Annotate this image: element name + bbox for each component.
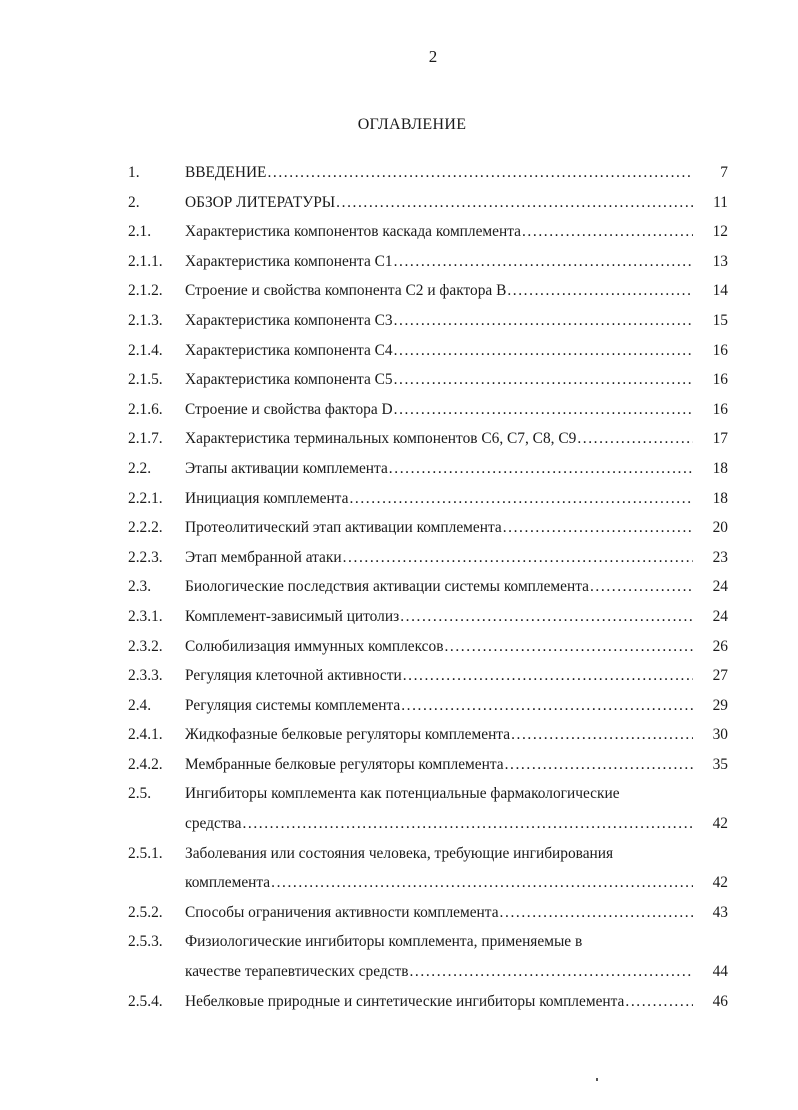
toc-entry-label: Характеристика компонентов каскада комплемента bbox=[185, 223, 521, 241]
toc-entry-line bbox=[185, 484, 693, 514]
toc-entry-page: 7 bbox=[720, 164, 728, 181]
toc-entry[interactable] bbox=[128, 306, 728, 336]
toc-entry-number: 2.4.2. bbox=[128, 755, 163, 773]
toc-entry[interactable] bbox=[128, 217, 728, 247]
toc-entry[interactable] bbox=[128, 661, 728, 691]
toc-entry-number: 2.2.1. bbox=[128, 489, 163, 507]
toc-entry[interactable] bbox=[128, 188, 728, 218]
toc-entry-page: 23 bbox=[712, 548, 728, 566]
toc-entry-label: Жидкофазные белковые регуляторы комплемента bbox=[185, 726, 511, 744]
toc-entry-line bbox=[185, 513, 693, 543]
dot-leader bbox=[394, 247, 693, 277]
toc-entry-line bbox=[185, 927, 693, 957]
dot-leader bbox=[271, 868, 693, 898]
toc-entry-label: ВВЕДЕНИЕ bbox=[185, 164, 267, 181]
toc-entry-text bbox=[185, 247, 693, 277]
dot-leader bbox=[394, 395, 693, 425]
toc-entry-number: 2. bbox=[128, 193, 140, 211]
toc-entry-label: Строение и свойства фактора D bbox=[185, 400, 393, 418]
dot-leader bbox=[394, 306, 693, 336]
toc-entry-number: 2.3.1. bbox=[128, 607, 163, 625]
dot-leader bbox=[577, 424, 693, 454]
table-of-contents bbox=[128, 158, 728, 1016]
toc-entry-text bbox=[185, 779, 693, 838]
toc-entry[interactable] bbox=[128, 513, 728, 543]
toc-entry-line bbox=[185, 247, 693, 277]
toc-entry-line bbox=[185, 454, 693, 484]
toc-entry-text bbox=[185, 513, 693, 543]
toc-entry[interactable] bbox=[128, 336, 728, 366]
toc-entry-line bbox=[185, 868, 693, 898]
toc-entry-label: Характеристика компонента С3 bbox=[185, 311, 393, 329]
toc-entry-line bbox=[185, 720, 693, 750]
toc-entry[interactable] bbox=[128, 750, 728, 780]
page-number: 2 bbox=[428, 47, 438, 66]
toc-entry-number: 2.1.7. bbox=[128, 430, 163, 448]
toc-entry-number: 2.1.5. bbox=[128, 371, 163, 389]
toc-entry[interactable] bbox=[128, 395, 728, 425]
toc-entry-page: 42 bbox=[712, 815, 728, 833]
toc-entry-label: Заболевания или состояния человека, требующие ингибирования bbox=[185, 844, 614, 862]
dot-leader bbox=[590, 572, 693, 602]
toc-entry-number: 2.1.3. bbox=[128, 311, 163, 329]
toc-entry-label: Небелковые природные и синтетические ингибиторы комплемента bbox=[185, 992, 625, 1010]
toc-entry-number: 2.1.6. bbox=[128, 400, 163, 418]
toc-entry-text bbox=[185, 839, 693, 898]
toc-entry-line bbox=[185, 336, 693, 366]
toc-entry-label: ОБЗОР ЛИТЕРАТУРЫ bbox=[185, 193, 336, 211]
toc-entry-label: Способы ограничения активности комплемента bbox=[185, 903, 499, 921]
toc-entry-page: 42 bbox=[712, 874, 728, 892]
toc-entry-number: 2.1.1. bbox=[128, 252, 163, 270]
dot-leader bbox=[522, 217, 693, 247]
toc-entry[interactable] bbox=[128, 158, 728, 188]
toc-entry-page: 18 bbox=[712, 489, 728, 507]
toc-entry[interactable] bbox=[128, 839, 728, 898]
toc-entry-line bbox=[185, 691, 693, 721]
dot-leader bbox=[389, 454, 693, 484]
dot-leader bbox=[394, 365, 693, 395]
toc-entry-label: комплемента bbox=[185, 874, 271, 892]
toc-entry-line bbox=[185, 750, 693, 780]
dot-leader bbox=[444, 632, 693, 662]
toc-entry-line bbox=[185, 987, 693, 1017]
toc-entry-line bbox=[185, 543, 693, 573]
toc-entry-line bbox=[185, 602, 693, 632]
toc-entry-label: Комплемент-зависимый цитолиз bbox=[185, 607, 400, 625]
toc-entry-text bbox=[185, 750, 693, 780]
dot-leader bbox=[394, 336, 693, 366]
toc-entry-page: 44 bbox=[712, 963, 728, 981]
toc-entry[interactable] bbox=[128, 987, 728, 1017]
toc-entry-page: 35 bbox=[712, 755, 728, 773]
toc-entry-line bbox=[185, 661, 693, 691]
toc-entry-label: Солюбилизация иммунных комплексов bbox=[185, 637, 444, 655]
toc-entry[interactable] bbox=[128, 602, 728, 632]
toc-entry-page: 16 bbox=[712, 371, 728, 389]
dot-leader bbox=[503, 513, 693, 543]
toc-entry[interactable] bbox=[128, 543, 728, 573]
toc-entry-label: Физиологические ингибиторы комплемента, применяемые в bbox=[185, 933, 583, 951]
dot-leader bbox=[511, 720, 693, 750]
dot-leader bbox=[349, 484, 693, 514]
toc-entry-number: 2.1.2. bbox=[128, 282, 163, 300]
toc-entry[interactable] bbox=[128, 898, 728, 928]
toc-entry-text bbox=[185, 543, 693, 573]
toc-entry-page: 26 bbox=[712, 637, 728, 655]
toc-entry-page: 13 bbox=[712, 252, 728, 270]
toc-entry-label: Характеристика терминальных компонентов С6, С7, С8, С9 bbox=[185, 430, 577, 448]
dot-leader bbox=[336, 188, 693, 218]
toc-entry[interactable] bbox=[128, 691, 728, 721]
toc-entry-line bbox=[185, 306, 693, 336]
toc-entry-label: Этап мембранной атаки bbox=[185, 548, 342, 566]
toc-entry-number: 2.1. bbox=[128, 223, 152, 241]
toc-entry[interactable] bbox=[128, 276, 728, 306]
toc-entry-line bbox=[185, 779, 693, 809]
toc-entry-text bbox=[185, 188, 693, 218]
toc-entry[interactable] bbox=[128, 365, 728, 395]
toc-entry-number: 2.2.3. bbox=[128, 548, 163, 566]
toc-entry[interactable] bbox=[128, 454, 728, 484]
toc-entry-page: 24 bbox=[712, 578, 728, 596]
dot-leader bbox=[267, 158, 693, 188]
toc-entry-line bbox=[185, 365, 693, 395]
toc-entry-label: Регуляция клеточной активности bbox=[185, 667, 402, 685]
toc-entry-text bbox=[185, 454, 693, 484]
scan-speck bbox=[596, 1078, 598, 1081]
toc-entry-text bbox=[185, 720, 693, 750]
toc-entry-page: 46 bbox=[712, 992, 728, 1010]
toc-title: ОГЛАВЛЕНИЕ bbox=[357, 116, 467, 133]
toc-entry-text bbox=[185, 395, 693, 425]
toc-entry-line bbox=[185, 158, 693, 188]
toc-entry-line bbox=[185, 809, 693, 839]
toc-entry-line bbox=[185, 839, 693, 869]
toc-entry[interactable] bbox=[128, 779, 728, 838]
toc-entry-label: Инициация комплемента bbox=[185, 489, 349, 507]
toc-entry-text bbox=[185, 661, 693, 691]
dot-leader bbox=[507, 276, 693, 306]
dot-leader bbox=[403, 661, 693, 691]
toc-entry-label: Мембранные белковые регуляторы комплемента bbox=[185, 755, 504, 773]
toc-entry-number: 2.3.3. bbox=[128, 667, 163, 685]
toc-entry[interactable] bbox=[128, 572, 728, 602]
toc-entry-text bbox=[185, 276, 693, 306]
toc-entry[interactable] bbox=[128, 484, 728, 514]
toc-entry-label: Протеолитический этап активации комплемента bbox=[185, 519, 502, 537]
toc-entry-line bbox=[185, 188, 693, 218]
toc-entry-page: 20 bbox=[712, 519, 728, 537]
toc-entry[interactable] bbox=[128, 720, 728, 750]
toc-entry-page: 14 bbox=[712, 282, 728, 300]
toc-entry-text bbox=[185, 602, 693, 632]
toc-entry-page: 43 bbox=[712, 903, 728, 921]
toc-entry-text bbox=[185, 632, 693, 662]
toc-entry-number: 2.5.1. bbox=[128, 844, 163, 862]
toc-entry-label: Характеристика компонента С1 bbox=[185, 252, 393, 270]
toc-entry-page: 16 bbox=[712, 400, 728, 418]
toc-entry-number: 1. bbox=[128, 164, 140, 181]
toc-entry-page: 17 bbox=[712, 430, 728, 448]
toc-entry-number: 2.2. bbox=[128, 459, 152, 477]
toc-entry-number: 2.5. bbox=[128, 785, 152, 803]
toc-entry-number: 2.5.2. bbox=[128, 903, 163, 921]
toc-entry-number: 2.4. bbox=[128, 696, 152, 714]
toc-entry-page: 27 bbox=[712, 667, 728, 685]
toc-entry-label: Характеристика компонента С5 bbox=[185, 371, 393, 389]
toc-entry-line bbox=[185, 217, 693, 247]
toc-entry-text bbox=[185, 898, 693, 928]
toc-entry-text bbox=[185, 987, 693, 1017]
toc-entry-line bbox=[185, 957, 693, 987]
toc-entry-label: Ингибиторы комплемента как потенциальные фармакологические bbox=[185, 785, 620, 803]
toc-entry[interactable] bbox=[128, 424, 728, 454]
toc-entry-number: 2.5.3. bbox=[128, 933, 163, 951]
dot-leader bbox=[500, 898, 693, 928]
toc-entry-page: 12 bbox=[712, 223, 728, 241]
toc-entry-number: 2.3. bbox=[128, 578, 152, 596]
toc-entry-label: Регуляция системы комплемента bbox=[185, 696, 401, 714]
toc-entry-number: 2.4.1. bbox=[128, 726, 163, 744]
toc-entry-page: 15 bbox=[712, 311, 728, 329]
dot-leader bbox=[401, 691, 693, 721]
toc-entry-number: 2.5.4. bbox=[128, 992, 163, 1010]
dot-leader bbox=[625, 987, 693, 1017]
toc-entry-number: 2.3.2. bbox=[128, 637, 163, 655]
toc-entry-line bbox=[185, 395, 693, 425]
toc-entry-text bbox=[185, 484, 693, 514]
dot-leader bbox=[400, 602, 693, 632]
toc-entry-label: Характеристика компонента С4 bbox=[185, 341, 393, 359]
dot-leader bbox=[242, 809, 693, 839]
dot-leader bbox=[409, 957, 693, 987]
toc-entry-page: 24 bbox=[712, 607, 728, 625]
dot-leader bbox=[343, 543, 693, 573]
toc-entry-page: 16 bbox=[712, 341, 728, 359]
toc-entry-page: 29 bbox=[712, 696, 728, 714]
toc-entry-number: 2.1.4. bbox=[128, 341, 163, 359]
toc-entry-line bbox=[185, 572, 693, 602]
toc-entry-text bbox=[185, 217, 693, 247]
toc-entry-line bbox=[185, 632, 693, 662]
toc-entry-text bbox=[185, 365, 693, 395]
toc-entry-text bbox=[185, 158, 693, 188]
dot-leader bbox=[505, 750, 693, 780]
toc-entry-text bbox=[185, 306, 693, 336]
toc-entry-line bbox=[185, 898, 693, 928]
toc-entry-label: Биологические последствия активации системы комплемента bbox=[185, 578, 589, 596]
toc-entry-page: 30 bbox=[712, 726, 728, 744]
toc-entry-text bbox=[185, 424, 693, 454]
toc-entry[interactable] bbox=[128, 927, 728, 986]
toc-entry-line bbox=[185, 424, 693, 454]
toc-entry-text bbox=[185, 572, 693, 602]
toc-entry-label: Этапы активации комплемента bbox=[185, 459, 388, 477]
toc-entry-text bbox=[185, 927, 693, 986]
toc-entry-number: 2.2.2. bbox=[128, 519, 163, 537]
toc-entry[interactable] bbox=[128, 247, 728, 277]
toc-entry-text bbox=[185, 336, 693, 366]
toc-entry-label: качестве терапевтических средств bbox=[185, 963, 409, 981]
toc-entry-text bbox=[185, 691, 693, 721]
toc-entry[interactable] bbox=[128, 632, 728, 662]
toc-entry-label: средства bbox=[185, 815, 242, 833]
toc-entry-page: 18 bbox=[712, 459, 728, 477]
toc-entry-label: Строение и свойства компонента С2 и фактора В bbox=[185, 282, 507, 300]
toc-entry-page: 11 bbox=[713, 193, 728, 211]
toc-entry-line bbox=[185, 276, 693, 306]
